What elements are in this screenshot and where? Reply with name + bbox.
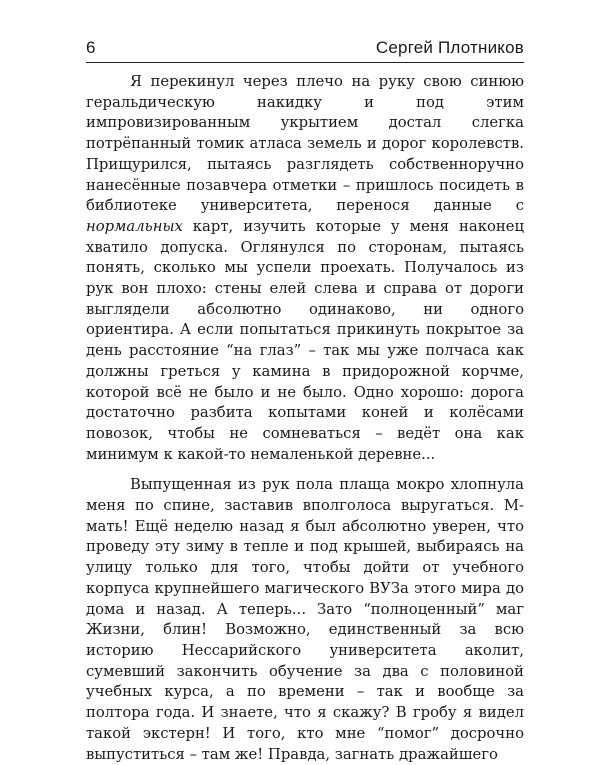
body-text xyxy=(86,72,524,765)
page-number: 6 xyxy=(86,38,96,57)
paragraph-1-part-2: карт, изучить которые у меня наконец хватило допуска. Оглянулся по сторонам, пытаясь понять, сколько мы успели проехать. Получалось из рук вон плохо: стены елей слева и справа от дороги выглядели абсолютно одинаково, ни одного ориентира. А если попытаться прикинуть покрытое за день расстояние “на глаз” – так мы уже полчаса как должны греться у камина в придорожной корчме, которой всё не было и не было. Одно хорошо: дорога достаточно разбита копытами коней и колёсами повозок, чтобы не сомневаться – ведёт она как минимум к какой-то немаленькой деревне... xyxy=(86,217,524,463)
emphasized-word: нормальных xyxy=(86,217,183,235)
paragraph-1 xyxy=(86,72,524,465)
running-head-author: Сергей Плотников xyxy=(375,38,524,57)
paragraph-1-part-1: Я перекинул через плечо на руку свою синюю геральдическую накидку и под этим импровизированным укрытием достал слегка потрёпанный томик атласа земель и дорог королевств. Прищурился, пытаясь разглядеть собственноручно нанесённые позавчера отметки – пришлось посидеть в библиотеке университета, перенося данные с xyxy=(86,73,524,215)
paragraph-2: Выпущенная из рук пола плаща мокро хлопнула меня по спине, заставив вполголоса выругаться. М-мать! Ещё неделю назад я был абсолютно уверен, что проведу эту зиму в тепле и под крышей, выбираясь на улицу только для того, чтобы дойти от учебного корпуса крупнейшего магического ВУЗа этого мира до дома и назад. А теперь... Зато “полноценный” маг Жизни, блин! Возможно, единственный за всю историю Нессарийского университета аколит, сумевший закончить обучение за два с половиной учебных курса, а по времени – так и вообще за полтора года. И знаете, что я скажу? В гробу я видел такой экстерн! И того, кто мне “помог” досрочно выпуститься – там же! Правда, загнать дражайшего xyxy=(86,476,524,763)
page-header xyxy=(86,38,524,63)
